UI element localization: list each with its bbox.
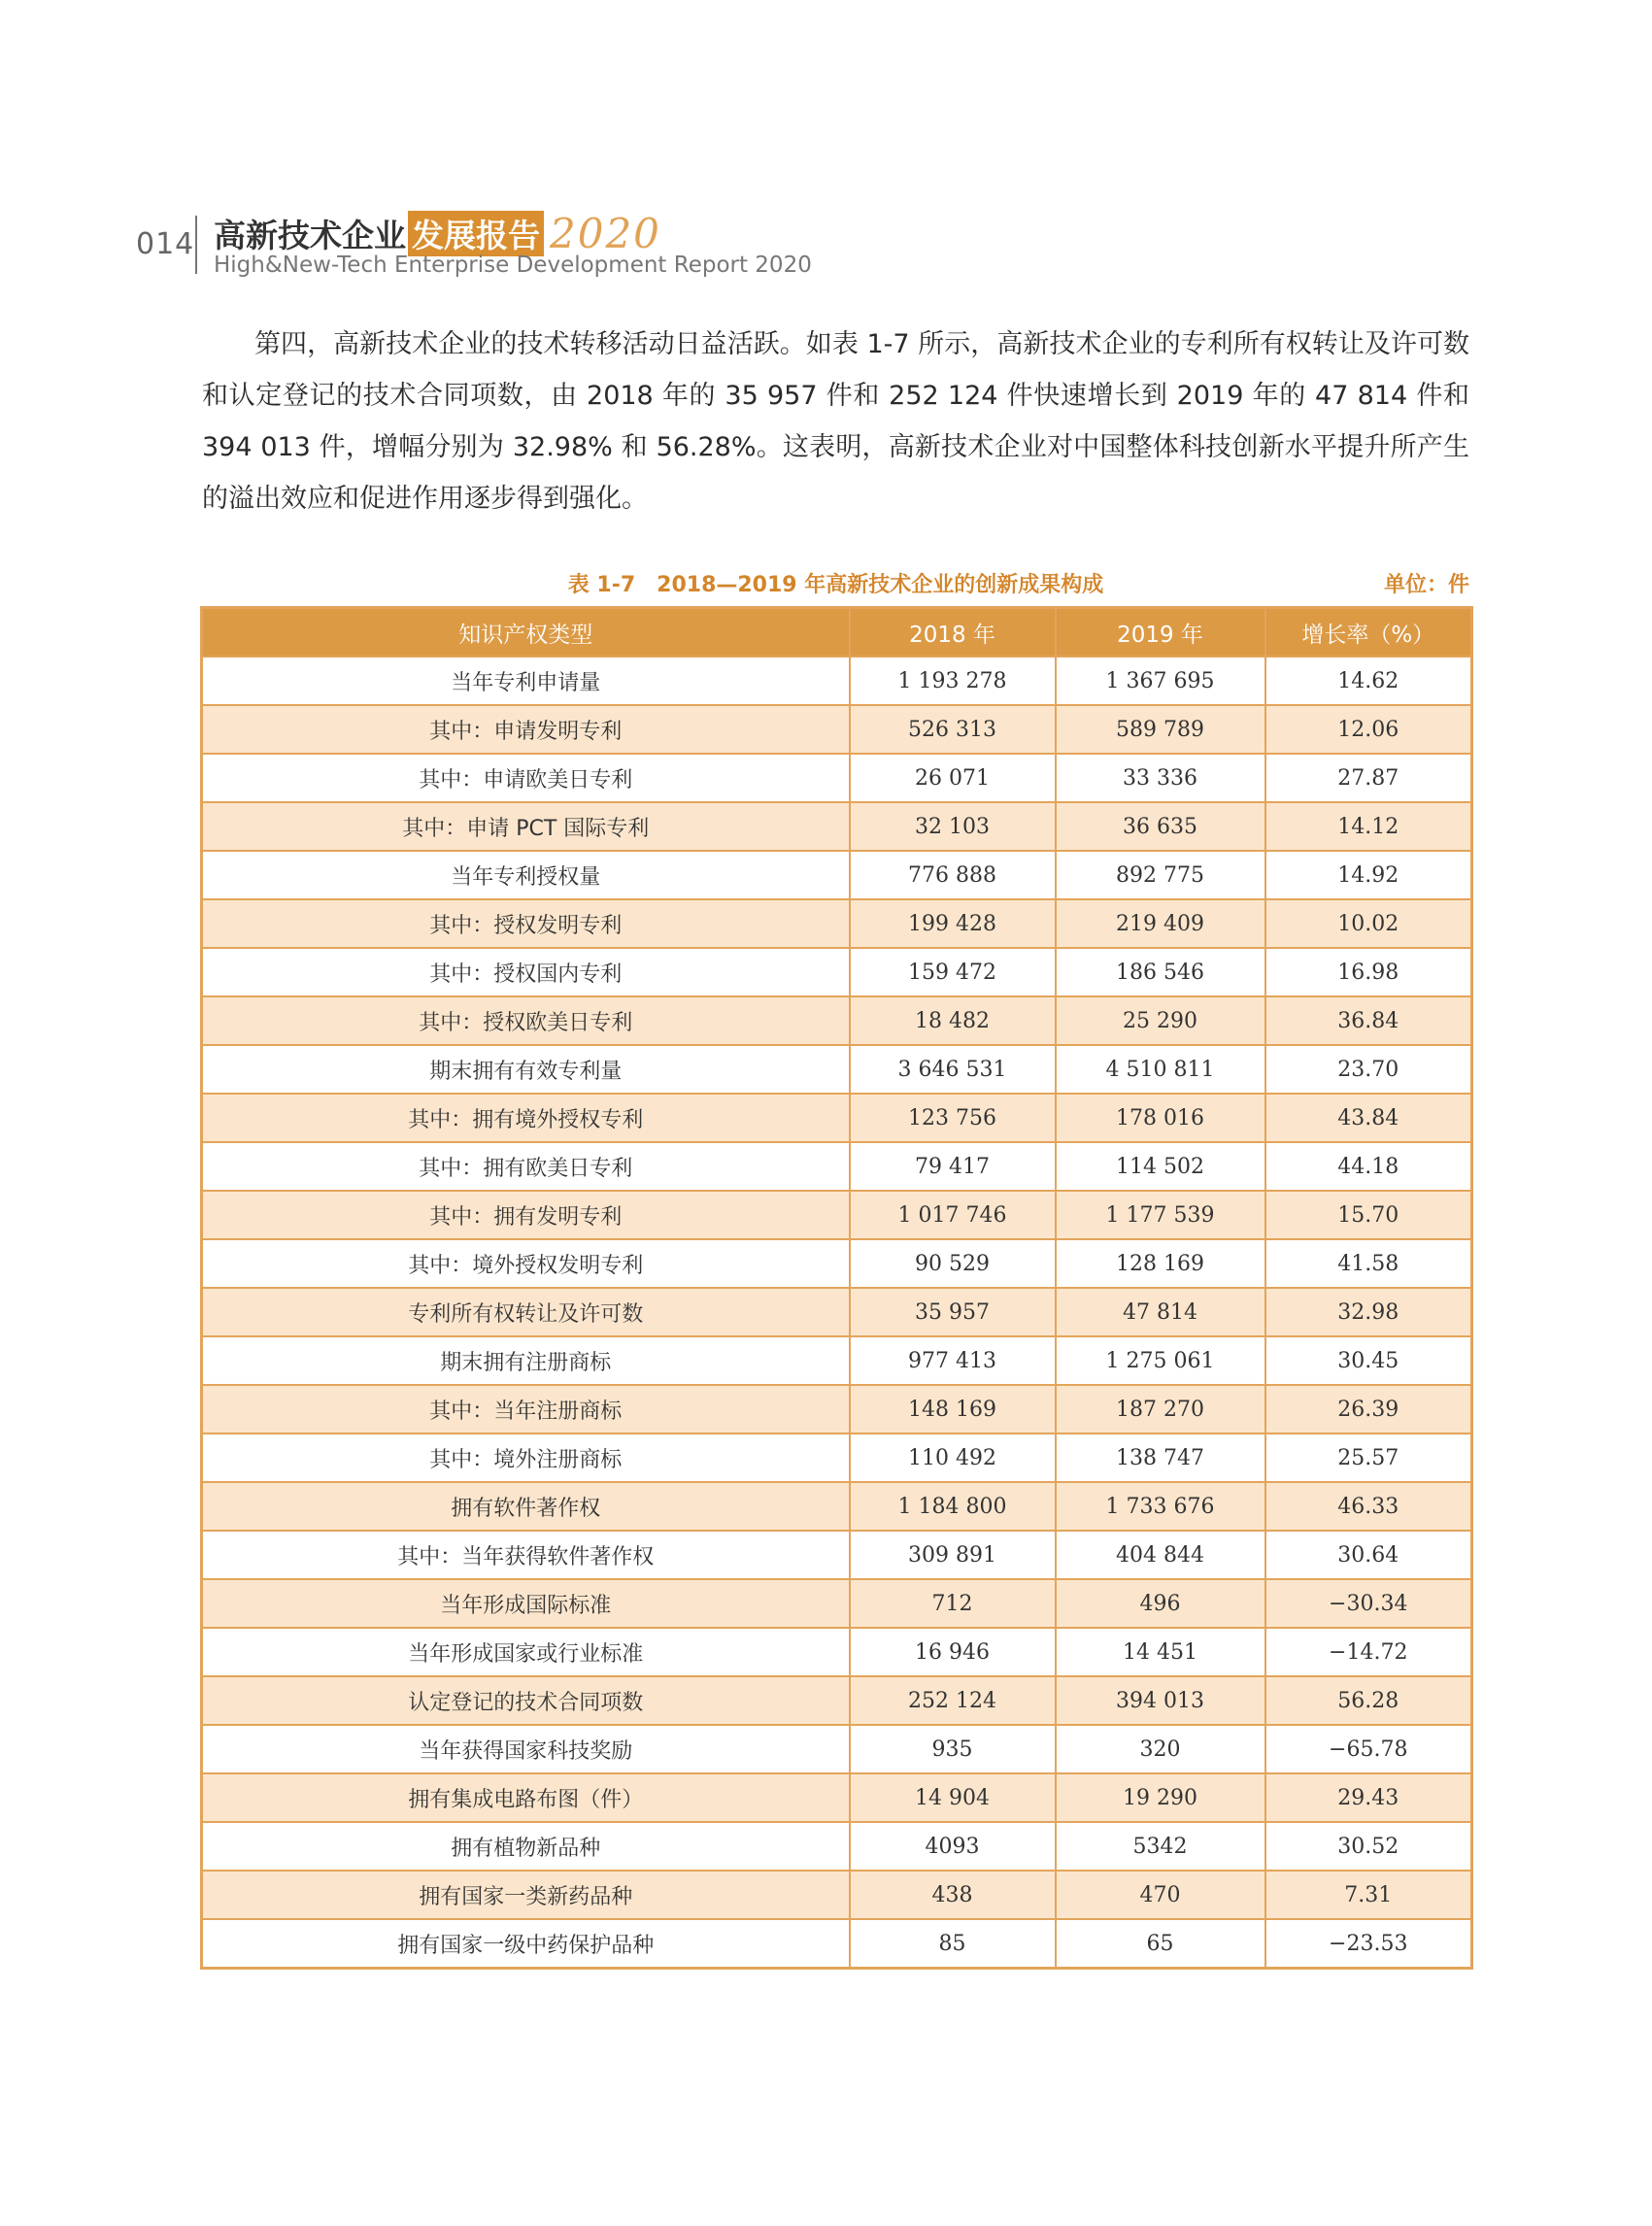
cell-2019: 1 275 061: [1056, 1336, 1265, 1385]
cell-growth-rate: 27.87: [1265, 754, 1472, 802]
cell-2018: 14 904: [850, 1773, 1056, 1822]
cell-growth-rate: 29.43: [1265, 1773, 1472, 1822]
cell-ip-type: 拥有软件著作权: [202, 1482, 850, 1531]
col-header-type: 知识产权类型: [202, 608, 850, 658]
table-caption: 表 1-7 2018—2019 年高新技术企业的创新成果构成: [567, 573, 1104, 597]
cell-ip-type: 当年专利申请量: [202, 657, 850, 705]
cell-growth-rate: −65.78: [1265, 1725, 1472, 1773]
cell-ip-type: 当年形成国家或行业标准: [202, 1628, 850, 1676]
cell-growth-rate: 41.58: [1265, 1239, 1472, 1288]
cell-ip-type: 其中：授权发明专利: [202, 899, 850, 948]
table-row: [202, 1239, 1472, 1288]
table-row: [202, 1871, 1472, 1919]
table-row: [202, 802, 1472, 851]
table-row: [202, 1482, 1472, 1531]
cell-2018: 4093: [850, 1822, 1056, 1871]
cell-2018: 159 472: [850, 948, 1056, 996]
cell-growth-rate: 44.18: [1265, 1142, 1472, 1191]
table-caption-row: [202, 568, 1469, 601]
cell-2018: 1 184 800: [850, 1482, 1056, 1531]
table-row: [202, 996, 1472, 1045]
cell-ip-type: 期末拥有有效专利量: [202, 1045, 850, 1094]
cell-2018: 110 492: [850, 1433, 1056, 1482]
cell-2019: 33 336: [1056, 754, 1265, 802]
cell-2019: 19 290: [1056, 1773, 1265, 1822]
cell-ip-type: 其中：授权国内专利: [202, 948, 850, 996]
report-title: [214, 210, 661, 257]
cell-ip-type: 拥有集成电路布图（件）: [202, 1773, 850, 1822]
cell-2018: 776 888: [850, 851, 1056, 899]
cell-ip-type: 其中：拥有发明专利: [202, 1191, 850, 1239]
table-row: [202, 1045, 1472, 1094]
cell-ip-type: 其中：申请欧美日专利: [202, 754, 850, 802]
cell-2018: 309 891: [850, 1531, 1056, 1579]
cell-ip-type: 其中：当年注册商标: [202, 1385, 850, 1433]
cell-2019: 47 814: [1056, 1288, 1265, 1336]
cell-growth-rate: 46.33: [1265, 1482, 1472, 1531]
col-header-2018: 2018 年: [850, 608, 1056, 658]
cell-2019: 219 409: [1056, 899, 1265, 948]
table-row: [202, 1919, 1472, 1969]
cell-2019: 25 290: [1056, 996, 1265, 1045]
cell-growth-rate: 10.02: [1265, 899, 1472, 948]
cell-2018: 438: [850, 1871, 1056, 1919]
cell-2019: 589 789: [1056, 705, 1265, 754]
cell-2018: 199 428: [850, 899, 1056, 948]
cell-2019: 178 016: [1056, 1094, 1265, 1142]
cell-2018: 26 071: [850, 754, 1056, 802]
cell-ip-type: 其中：申请发明专利: [202, 705, 850, 754]
cell-growth-rate: −14.72: [1265, 1628, 1472, 1676]
table-row: [202, 1773, 1472, 1822]
table-row: [202, 754, 1472, 802]
cell-ip-type: 其中：当年获得软件著作权: [202, 1531, 850, 1579]
cell-2019: 128 169: [1056, 1239, 1265, 1288]
col-header-growth: 增长率（%）: [1265, 608, 1472, 658]
cell-2019: 1 367 695: [1056, 657, 1265, 705]
cell-2018: 35 957: [850, 1288, 1056, 1336]
table-row: [202, 1676, 1472, 1725]
cell-ip-type: 期末拥有注册商标: [202, 1336, 850, 1385]
table-row: [202, 1579, 1472, 1628]
cell-2019: 1 177 539: [1056, 1191, 1265, 1239]
cell-2018: 252 124: [850, 1676, 1056, 1725]
table-row: [202, 1725, 1472, 1773]
cell-2018: 32 103: [850, 802, 1056, 851]
cell-ip-type: 拥有国家一类新药品种: [202, 1871, 850, 1919]
table-header-row: [202, 608, 1472, 658]
table-body: [202, 657, 1472, 1969]
body-paragraph: 第四，高新技术企业的技术转移活动日益活跃。如表 1-7 所示，高新技术企业的专利所有权转让及许可数和认定登记的技术合同项数，由 2018 年的 35 957 件和 252 124 件快速增长到 2019 年的 47 814 件和 394 013 件，增幅分别为 32.98% 和 56.28%。这表明，高新技术企业对中国整体科技创新水平提升所产生的溢出效应和促进作用逐步得到强化。: [202, 329, 1469, 514]
header-divider: [195, 216, 197, 274]
cell-2018: 18 482: [850, 996, 1056, 1045]
cell-ip-type: 其中：境外授权发明专利: [202, 1239, 850, 1288]
table-row: [202, 1288, 1472, 1336]
cell-growth-rate: 30.45: [1265, 1336, 1472, 1385]
cell-growth-rate: 25.57: [1265, 1433, 1472, 1482]
cell-2018: 977 413: [850, 1336, 1056, 1385]
cell-ip-type: 当年专利授权量: [202, 851, 850, 899]
cell-2018: 1 193 278: [850, 657, 1056, 705]
table-row: [202, 851, 1472, 899]
cell-2019: 320: [1056, 1725, 1265, 1773]
cell-2018: 3 646 531: [850, 1045, 1056, 1094]
cell-growth-rate: 56.28: [1265, 1676, 1472, 1725]
cell-growth-rate: 36.84: [1265, 996, 1472, 1045]
table-row: [202, 1336, 1472, 1385]
col-header-2019: 2019 年: [1056, 608, 1265, 658]
cell-ip-type: 其中：境外注册商标: [202, 1433, 850, 1482]
cell-ip-type: 当年获得国家科技奖励: [202, 1725, 850, 1773]
cell-growth-rate: −30.34: [1265, 1579, 1472, 1628]
cell-growth-rate: 23.70: [1265, 1045, 1472, 1094]
cell-ip-type: 其中：拥有境外授权专利: [202, 1094, 850, 1142]
innovation-results-table: [200, 606, 1473, 1970]
cell-growth-rate: 14.92: [1265, 851, 1472, 899]
cell-2018: 85: [850, 1919, 1056, 1969]
table-row: [202, 1628, 1472, 1676]
page-number: 014: [136, 227, 195, 261]
table-row: [202, 657, 1472, 705]
cell-2018: 712: [850, 1579, 1056, 1628]
cell-2018: 90 529: [850, 1239, 1056, 1288]
cell-growth-rate: −23.53: [1265, 1919, 1472, 1969]
cell-growth-rate: 30.64: [1265, 1531, 1472, 1579]
table-row: [202, 1822, 1472, 1871]
cell-growth-rate: 12.06: [1265, 705, 1472, 754]
cell-2019: 1 733 676: [1056, 1482, 1265, 1531]
cell-2019: 496: [1056, 1579, 1265, 1628]
cell-growth-rate: 7.31: [1265, 1871, 1472, 1919]
cell-growth-rate: 14.12: [1265, 802, 1472, 851]
cell-2019: 114 502: [1056, 1142, 1265, 1191]
cell-2018: 148 169: [850, 1385, 1056, 1433]
cell-2019: 892 775: [1056, 851, 1265, 899]
cell-growth-rate: 43.84: [1265, 1094, 1472, 1142]
cell-2018: 526 313: [850, 705, 1056, 754]
cell-growth-rate: 32.98: [1265, 1288, 1472, 1336]
cell-growth-rate: 16.98: [1265, 948, 1472, 996]
report-title-year: 2020: [550, 210, 661, 257]
cell-ip-type: 拥有植物新品种: [202, 1822, 850, 1871]
cell-2019: 65: [1056, 1919, 1265, 1969]
cell-2018: 1 017 746: [850, 1191, 1056, 1239]
table-row: [202, 1142, 1472, 1191]
cell-ip-type: 其中：授权欧美日专利: [202, 996, 850, 1045]
table-row: [202, 1191, 1472, 1239]
cell-2019: 5342: [1056, 1822, 1265, 1871]
cell-growth-rate: 30.52: [1265, 1822, 1472, 1871]
cell-2019: 14 451: [1056, 1628, 1265, 1676]
cell-2019: 4 510 811: [1056, 1045, 1265, 1094]
table-row: [202, 899, 1472, 948]
cell-growth-rate: 15.70: [1265, 1191, 1472, 1239]
running-header: [136, 204, 1496, 282]
cell-growth-rate: 14.62: [1265, 657, 1472, 705]
table-row: [202, 1531, 1472, 1579]
cell-2019: 186 546: [1056, 948, 1265, 996]
table-row: [202, 705, 1472, 754]
table-row: [202, 948, 1472, 996]
cell-growth-rate: 26.39: [1265, 1385, 1472, 1433]
cell-2019: 36 635: [1056, 802, 1265, 851]
cell-ip-type: 认定登记的技术合同项数: [202, 1676, 850, 1725]
table-row: [202, 1433, 1472, 1482]
cell-2019: 187 270: [1056, 1385, 1265, 1433]
table-row: [202, 1385, 1472, 1433]
cell-ip-type: 拥有国家一级中药保护品种: [202, 1919, 850, 1969]
cell-2019: 404 844: [1056, 1531, 1265, 1579]
cell-ip-type: 专利所有权转让及许可数: [202, 1288, 850, 1336]
table-row: [202, 1094, 1472, 1142]
cell-2019: 470: [1056, 1871, 1265, 1919]
cell-2018: 16 946: [850, 1628, 1056, 1676]
cell-2018: 123 756: [850, 1094, 1056, 1142]
cell-2018: 79 417: [850, 1142, 1056, 1191]
table-unit: 单位：件: [1383, 573, 1469, 597]
cell-ip-type: 当年形成国际标准: [202, 1579, 850, 1628]
cell-2019: 138 747: [1056, 1433, 1265, 1482]
report-title-highlight: 发展报告: [408, 211, 544, 256]
report-subtitle-english: High&New-Tech Enterprise Development Report 2020: [214, 253, 812, 278]
cell-ip-type: 其中：申请 PCT 国际专利: [202, 802, 850, 851]
cell-2018: 935: [850, 1725, 1056, 1773]
cell-ip-type: 其中：拥有欧美日专利: [202, 1142, 850, 1191]
report-title-main: 高新技术企业: [214, 217, 406, 254]
cell-2019: 394 013: [1056, 1676, 1265, 1725]
